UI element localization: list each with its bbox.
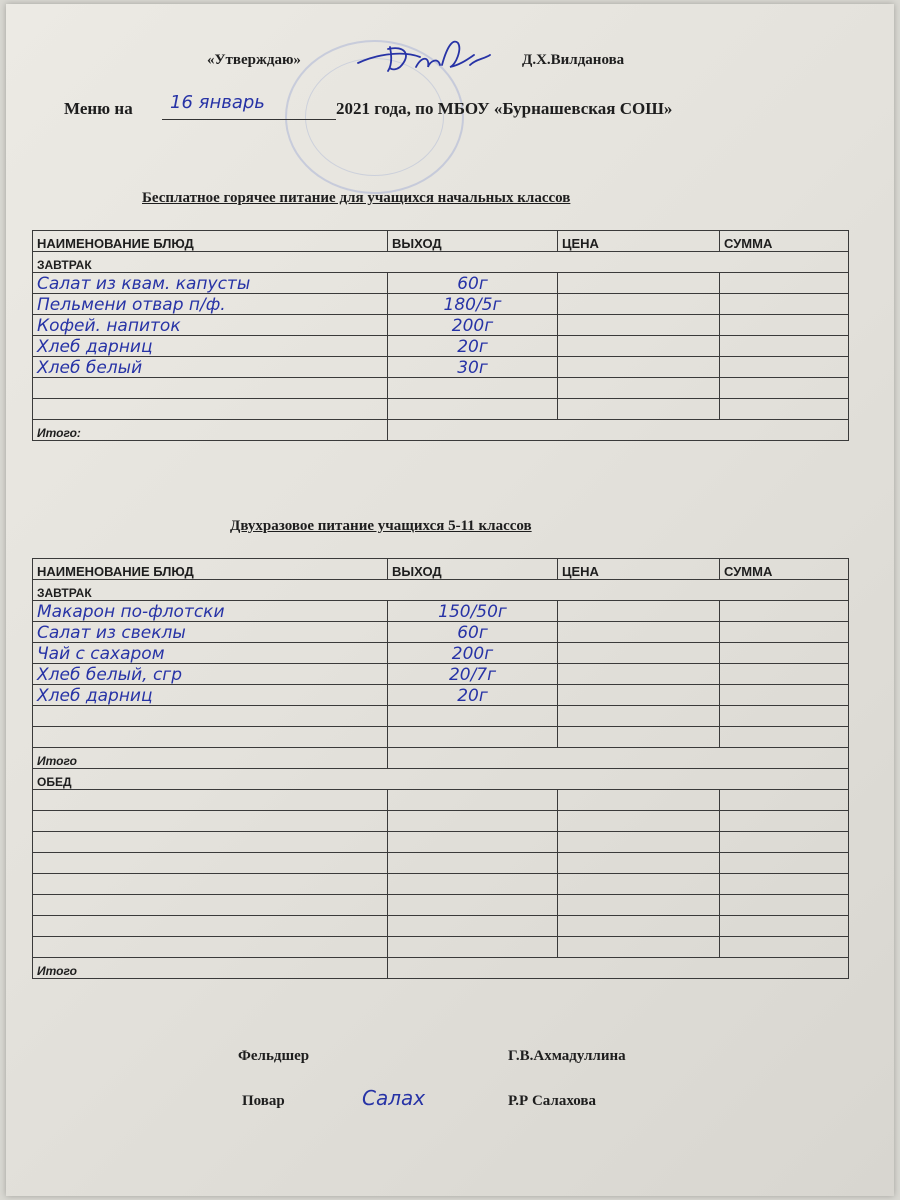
dish-output: 200г	[451, 316, 494, 336]
lunch-total-label: Итого	[33, 958, 388, 979]
table-row	[33, 315, 849, 336]
medic-name: Г.В.Ахмадуллина	[508, 1048, 626, 1064]
breakfast-label: ЗАВТРАК	[33, 252, 849, 273]
table-row	[33, 357, 849, 378]
dish-name: Хлеб белый	[37, 358, 143, 378]
table-row	[33, 685, 849, 706]
section2-table	[32, 558, 849, 979]
approve-label: «Утверждаю»	[207, 52, 301, 68]
dish-output: 60г	[457, 623, 488, 643]
col-output-header: ВЫХОД	[388, 231, 558, 252]
director-signature	[350, 35, 500, 80]
medic-label: Фельдшер	[238, 1048, 310, 1064]
dish-name: Чай с сахаром	[37, 644, 165, 664]
director-name: Д.Х.Вилданова	[522, 52, 625, 68]
dish-output: 30г	[457, 358, 488, 378]
col-sum-header: СУММА	[720, 559, 849, 580]
col-price-header: ЦЕНА	[558, 559, 720, 580]
table-row	[33, 853, 849, 874]
table-row	[33, 727, 849, 748]
table-row	[33, 273, 849, 294]
menu-prefix: Меню на	[64, 99, 133, 118]
table-header-row	[33, 559, 849, 580]
menu-date: 16 январь	[170, 92, 265, 113]
col-output-header: ВЫХОД	[388, 559, 558, 580]
table-row	[33, 832, 849, 853]
section1-total-label: Итого:	[33, 420, 388, 441]
table-header-row	[33, 231, 849, 252]
dish-output: 60г	[457, 274, 488, 294]
cook-label: Повар	[242, 1093, 285, 1109]
menu-suffix: 2021 года, по МБОУ «Бурнашевская СОШ»	[336, 99, 673, 118]
table-row	[33, 916, 849, 937]
dish-output: 180/5г	[443, 295, 502, 315]
col-name-header: НАИМЕНОВАНИЕ БЛЮД	[33, 559, 388, 580]
breakfast-label: ЗАВТРАК	[33, 580, 849, 601]
table-row	[33, 664, 849, 685]
dish-name: Хлеб дарниц	[37, 686, 153, 706]
col-price-header: ЦЕНА	[558, 231, 720, 252]
dish-name: Салат из квам. капусты	[37, 274, 251, 294]
table-row	[33, 937, 849, 958]
dish-name: Пельмени отвар п/ф.	[37, 295, 226, 315]
dish-name: Салат из свеклы	[37, 623, 186, 643]
table-row	[33, 895, 849, 916]
dish-output: 20г	[457, 337, 488, 357]
table-row	[33, 874, 849, 895]
dish-output: 20/7г	[448, 665, 497, 685]
cook-signature: Салах	[362, 1086, 426, 1110]
table-row	[33, 643, 849, 664]
table-row	[33, 790, 849, 811]
dish-name: Хлеб дарниц	[37, 337, 153, 357]
table-row	[33, 601, 849, 622]
breakfast-total-label: Итого	[33, 748, 388, 769]
dish-output: 20г	[457, 686, 488, 706]
date-underline	[162, 119, 336, 120]
dish-name: Хлеб белый, сгр	[37, 665, 183, 685]
table-row	[33, 294, 849, 315]
section2-title: Двухразовое питание учащихся 5-11 классов	[230, 518, 532, 534]
dish-name: Макарон по-флотски	[37, 602, 225, 622]
col-sum-header: СУММА	[720, 231, 849, 252]
cook-name: Р.Р Салахова	[508, 1093, 596, 1109]
col-name-header: НАИМЕНОВАНИЕ БЛЮД	[33, 231, 388, 252]
dish-output: 200г	[451, 644, 494, 664]
section1-table	[32, 230, 849, 441]
table-row	[33, 378, 849, 399]
table-row	[33, 336, 849, 357]
table-row	[33, 811, 849, 832]
lunch-label: ОБЕД	[33, 769, 849, 790]
table-row	[33, 706, 849, 727]
dish-name: Кофей. напиток	[37, 316, 181, 336]
table-row	[33, 399, 849, 420]
section1-title: Бесплатное горячее питание для учащихся начальных классов	[142, 190, 571, 206]
table-row	[33, 622, 849, 643]
dish-output: 150/50г	[438, 602, 507, 622]
